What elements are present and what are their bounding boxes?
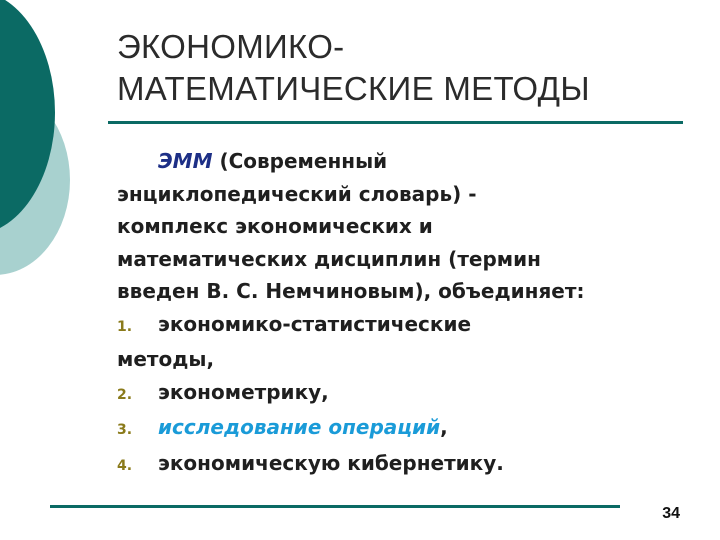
list-item-1-continuation: методы, <box>117 347 215 371</box>
term-emm: ЭММ <box>158 149 213 173</box>
list-item-4-text: экономическую кибернетику. <box>158 450 504 475</box>
list-item-3-suffix: , <box>440 415 448 439</box>
title-line-2: МАТЕМАТИЧЕСКИЕ МЕТОДЫ <box>117 70 590 107</box>
list-number-2: 2. <box>117 386 133 403</box>
page-number: 34 <box>662 505 680 522</box>
list-item-3 <box>117 411 707 447</box>
definition-line-4: математических дисциплин (термин <box>117 246 541 271</box>
list-number-1: 1. <box>117 318 133 335</box>
slide-body <box>117 145 707 482</box>
footer-divider <box>50 505 620 508</box>
list-item-1-text: экономико-статистические <box>158 311 472 336</box>
list-item-2 <box>117 376 707 412</box>
list-item-2-text: эконометрику, <box>158 379 329 404</box>
definition-source: (Современный <box>212 149 388 173</box>
title-divider <box>108 121 683 124</box>
definition-line-1 <box>117 145 707 178</box>
list-item-1 <box>117 308 707 344</box>
definition-line-2: энциклопедический словарь) - <box>117 181 477 206</box>
list-number-4: 4. <box>117 457 133 474</box>
decorative-circles <box>0 0 80 300</box>
definition-line-3: комплекс экономических и <box>117 214 433 238</box>
slide-title <box>117 26 707 110</box>
list-item-4 <box>117 447 707 483</box>
definition-line-5: введен В. С. Немчиновым), объединяет: <box>117 279 585 303</box>
list-item-3-text: исследование операций <box>158 415 441 439</box>
list-number-3: 3. <box>117 422 133 438</box>
title-line-1: ЭКОНОМИКО- <box>117 28 345 65</box>
